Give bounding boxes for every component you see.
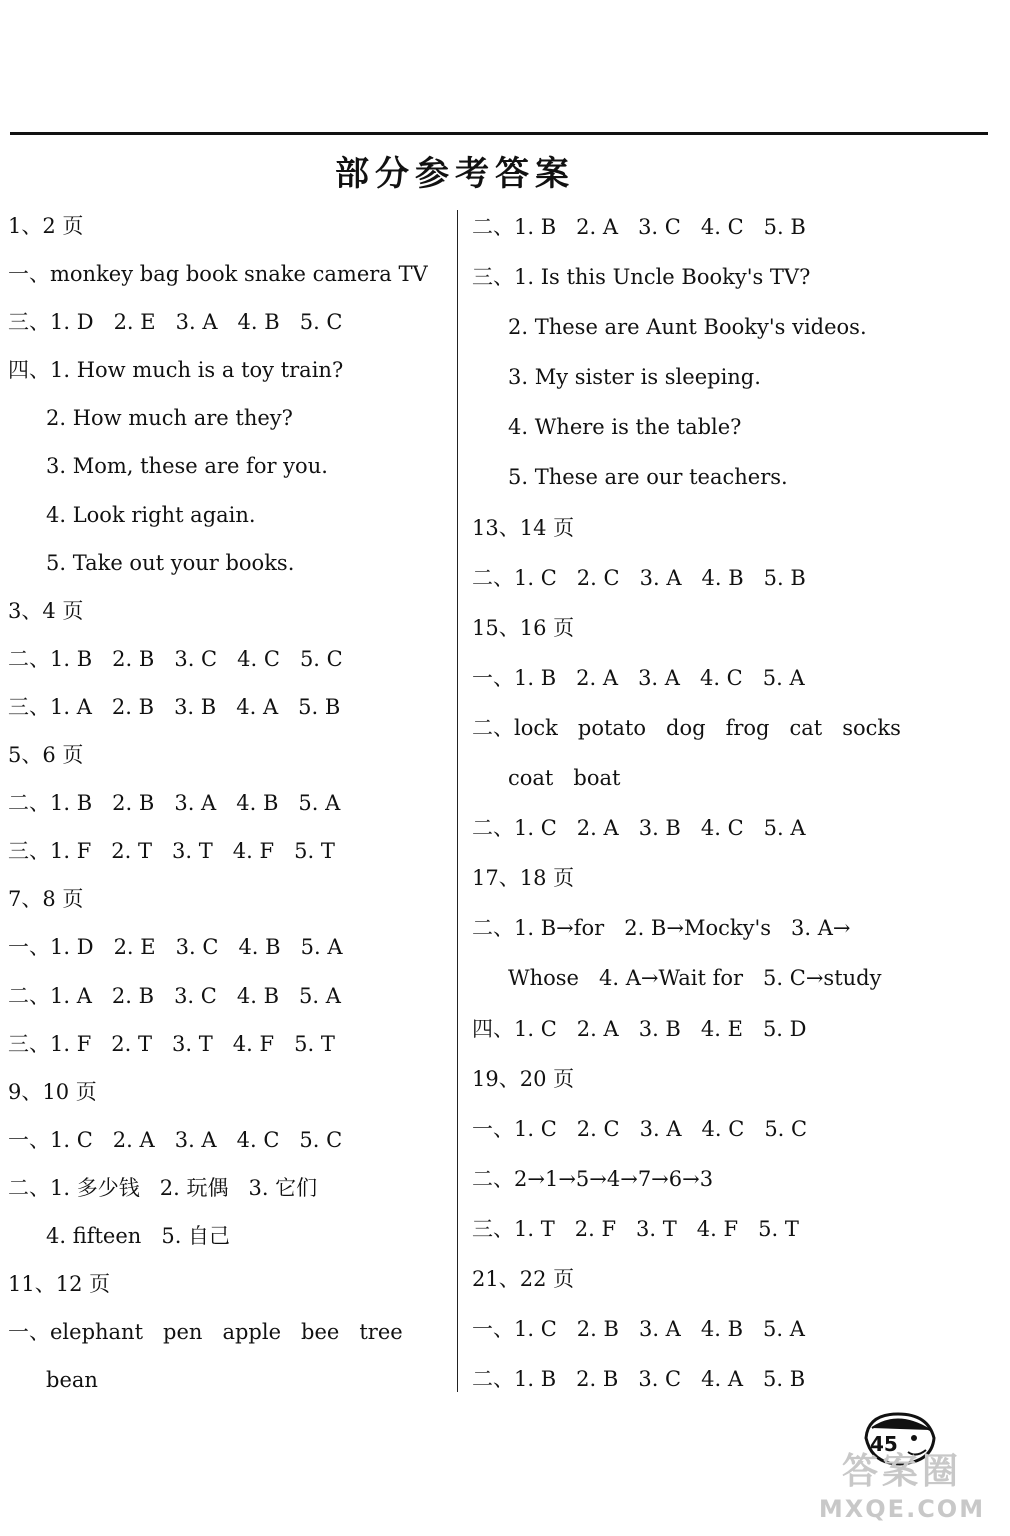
answer-line: 4. Look right again. (46, 502, 256, 527)
answer-line: 一、1. C 2. C 3. A 4. C 5. C (472, 1116, 808, 1141)
right-answer-column (472, 202, 982, 1404)
answer-line: 21、22 页 (472, 1266, 575, 1291)
answer-line: 二、1. B→for 2. B→Mocky's 3. A→ (472, 916, 851, 941)
answer-line: 3. Mom, these are for you. (46, 454, 328, 479)
answer-line: 19、20 页 (472, 1066, 575, 1091)
page-title: 部分参考答案 (335, 154, 575, 194)
answer-line: 15、16 页 (472, 615, 575, 640)
answer-line: 三、1. A 2. B 3. B 4. A 5. B (8, 694, 341, 719)
answer-line: 一、1. C 2. B 3. A 4. B 5. A (472, 1317, 805, 1342)
answer-line: 4. fifteen 5. 自己 (46, 1223, 231, 1248)
answer-line: 7、8 页 (8, 887, 84, 912)
header-rule (10, 132, 988, 135)
answer-line: 4. Where is the table? (508, 415, 742, 440)
answer-line: 2. These are Aunt Booky's videos. (508, 315, 867, 340)
answer-line: 二、2→1→5→4→7→6→3 (472, 1166, 714, 1191)
answer-line: 11、12 页 (8, 1272, 111, 1297)
answer-line: 三、1. F 2. T 3. T 4. F 5. T (8, 839, 335, 864)
column-divider (457, 210, 458, 1392)
answer-line: 一、1. C 2. A 3. A 4. C 5. C (8, 1127, 343, 1152)
answer-line: 一、elephant pen apple bee tree (8, 1320, 403, 1345)
answer-line: 9、10 页 (8, 1079, 97, 1104)
answer-line: bean (46, 1368, 98, 1393)
answer-line: 13、14 页 (472, 515, 575, 540)
watermark-url: MXQE.COM (818, 1495, 986, 1523)
answer-line: coat boat (508, 766, 621, 791)
page-number: 45 (870, 1432, 898, 1456)
answer-line: 5、6 页 (8, 743, 84, 768)
answer-line: 5. These are our teachers. (508, 465, 788, 490)
answer-line: 一、1. D 2. E 3. C 4. B 5. A (8, 935, 343, 960)
answer-line: 二、1. B 2. A 3. C 4. C 5. B (472, 215, 806, 239)
answer-line: 四、1. C 2. A 3. B 4. E 5. D (472, 1016, 807, 1041)
answer-line: 一、1. B 2. A 3. A 4. C 5. A (472, 665, 805, 690)
answer-line: Whose 4. A→Wait for 5. C→study (508, 966, 882, 991)
answer-line: 三、1. T 2. F 3. T 4. F 5. T (472, 1216, 799, 1241)
answer-line: 二、1. C 2. A 3. B 4. C 5. A (472, 816, 806, 841)
answer-line: 二、1. A 2. B 3. C 4. B 5. A (8, 983, 341, 1008)
answer-line: 3、4 页 (8, 598, 84, 623)
answer-line: 二、lock potato dog frog cat socks (472, 715, 901, 740)
watermark-logo-text: 答案圈 (841, 1451, 962, 1492)
answer-line: 1、2 页 (8, 214, 84, 238)
answer-line: 17、18 页 (472, 866, 575, 891)
answer-line: 二、1. B 2. B 3. A 4. B 5. A (8, 791, 341, 816)
left-answer-column (8, 202, 448, 1404)
answer-line: 二、1. B 2. B 3. C 4. C 5. C (8, 646, 343, 671)
answer-line: 四、1. How much is a toy train? (8, 358, 344, 383)
answer-line: 2. How much are they? (46, 406, 293, 431)
answer-line: 三、1. F 2. T 3. T 4. F 5. T (8, 1031, 335, 1056)
answer-line: 二、1. C 2. C 3. A 4. B 5. B (472, 565, 806, 590)
answer-line: 三、1. Is this Uncle Booky's TV? (472, 265, 811, 290)
answer-line: 一、monkey bag book snake camera TV (8, 262, 428, 287)
answer-line: 二、1. 多少钱 2. 玩偶 3. 它们 (8, 1175, 318, 1200)
answer-line: 二、1. B 2. B 3. C 4. A 5. B (472, 1367, 806, 1392)
answer-line: 三、1. D 2. E 3. A 4. B 5. C (8, 310, 343, 335)
site-watermark (802, 1450, 1002, 1530)
answer-line: 5. Take out your books. (46, 550, 295, 575)
answer-line: 3. My sister is sleeping. (508, 365, 761, 390)
